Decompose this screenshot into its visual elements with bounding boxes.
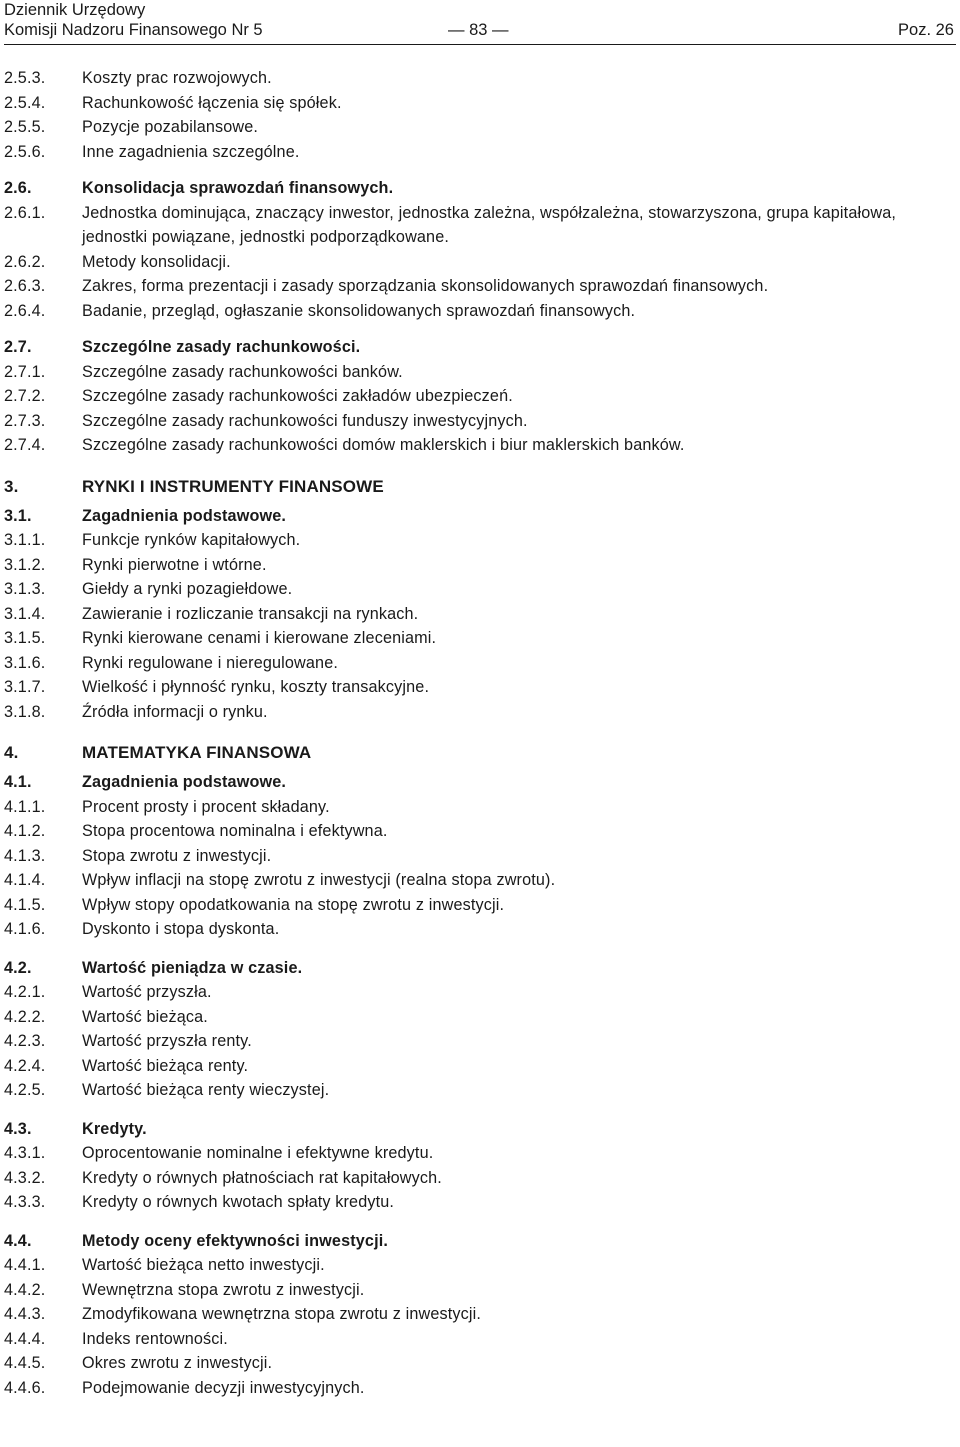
outline-item — [4, 700, 958, 725]
item-text: Wielkość i płynność rynku, koszty transakcyjne. — [82, 678, 430, 696]
outline-item — [4, 409, 958, 434]
section-title: Wartość pieniądza w czasie. — [82, 958, 303, 977]
position-number: Poz. 26 — [898, 21, 954, 39]
item-number: 4.4.4. — [4, 1329, 46, 1348]
section-title: Konsolidacja sprawozdań finansowych. — [82, 179, 394, 197]
item-number: 4.1.5. — [4, 895, 46, 914]
chapter-number: 3. — [4, 476, 19, 496]
section-number: 3.1. — [4, 506, 32, 525]
item-number: 3.1.7. — [4, 678, 46, 696]
outline-item — [4, 626, 958, 651]
outline-item — [4, 91, 958, 116]
section-heading — [4, 1229, 958, 1254]
item-text: Szczególne zasady rachunkowości banków. — [82, 362, 403, 381]
item-number: 2.7.2. — [4, 387, 46, 405]
outline-item — [4, 1376, 958, 1401]
outline-item — [4, 844, 958, 869]
item-number: 2.6.4. — [4, 301, 46, 320]
outline-item — [4, 868, 958, 893]
item-number: 4.1.4. — [4, 871, 46, 889]
item-text: Podejmowanie decyzji inwestycyjnych. — [82, 1378, 365, 1397]
outline-item — [4, 602, 958, 627]
item-number: 2.6.1. — [4, 203, 46, 222]
outline-item — [4, 819, 958, 844]
item-number: 2.7.4. — [4, 436, 46, 454]
outline-item — [4, 115, 958, 140]
outline-item — [4, 1190, 958, 1215]
item-text: Okres zwrotu z inwestycji. — [82, 1354, 273, 1372]
item-text: Dyskonto i stopa dyskonta. — [82, 920, 280, 938]
item-text: Stopa zwrotu z inwestycji. — [82, 846, 272, 865]
section-number: 4.4. — [4, 1231, 32, 1250]
item-number: 2.5.4. — [4, 93, 46, 112]
item-number: 2.6.2. — [4, 252, 46, 271]
item-text: Wartość przyszła. — [82, 983, 212, 1001]
item-text: Szczególne zasady rachunkowości domów maklerskich i biur maklerskich banków. — [82, 436, 685, 454]
outline-item — [4, 1005, 958, 1030]
item-text: Szczególne zasady rachunkowości zakładów ubezpieczeń. — [82, 387, 513, 405]
item-text: Kredyty o równych płatnościach rat kapitałowych. — [82, 1168, 442, 1187]
item-number: 3.1.3. — [4, 580, 46, 598]
outline-item — [4, 1029, 958, 1054]
chapter-heading — [4, 740, 958, 766]
outline-item — [4, 250, 958, 275]
item-number: 2.5.5. — [4, 118, 46, 136]
outline-item — [4, 1166, 958, 1191]
outline-item — [4, 980, 958, 1005]
item-number: 4.2.5. — [4, 1081, 46, 1099]
item-number: 3.1.4. — [4, 604, 46, 623]
item-number: 4.3.3. — [4, 1193, 46, 1211]
item-text: Rynki regulowane i nieregulowane. — [82, 653, 339, 672]
item-text: Oprocentowanie nominalne i efektywne kredytu. — [82, 1144, 434, 1162]
outline-item — [4, 795, 958, 820]
item-text: Metody konsolidacji. — [82, 252, 231, 271]
item-number: 2.6.3. — [4, 277, 46, 295]
section-number: 4.1. — [4, 773, 32, 791]
item-text: Źródła informacji o rynku. — [82, 702, 268, 721]
item-text: Wartość przyszła renty. — [82, 1032, 252, 1050]
outline-item — [4, 1253, 958, 1278]
item-number: 4.4.6. — [4, 1378, 46, 1397]
section-heading — [4, 956, 958, 981]
item-number: 4.2.1. — [4, 983, 46, 1001]
section-title: Metody oceny efektywności inwestycji. — [82, 1231, 389, 1250]
item-number: 2.5.3. — [4, 69, 46, 87]
item-text: Wartość bieżąca renty wieczystej. — [82, 1081, 330, 1099]
item-number: 3.1.8. — [4, 702, 46, 721]
publication-title — [4, 0, 263, 40]
section-number: 4.2. — [4, 958, 32, 977]
item-text: Pozycje pozabilansowe. — [82, 118, 259, 136]
outline-item — [4, 675, 958, 700]
section-number: 2.7. — [4, 338, 32, 356]
outline-item — [4, 433, 958, 458]
item-number: 4.2.3. — [4, 1032, 46, 1050]
outline-item — [4, 140, 958, 165]
outline-item — [4, 299, 958, 324]
outline-item — [4, 1278, 958, 1303]
publication-line-2: Komisji Nadzoru Finansowego Nr 5 — [4, 21, 263, 39]
item-text: Rynki kierowane cenami i kierowane zleceniami. — [82, 629, 437, 647]
page-number: — 83 — — [448, 21, 509, 39]
chapter-title: MATEMATYKA FINANSOWA — [82, 743, 312, 762]
outline-item — [4, 553, 958, 578]
item-text: Wartość bieżąca renty. — [82, 1056, 249, 1075]
item-text: Kredyty o równych kwotach spłaty kredytu. — [82, 1193, 395, 1211]
item-text: Indeks rentowności. — [82, 1329, 228, 1348]
item-text: Badanie, przegląd, ogłaszanie skonsolidowanych sprawozdań finansowych. — [82, 301, 636, 320]
section-heading — [4, 1117, 958, 1142]
item-number: 4.2.4. — [4, 1056, 46, 1075]
item-number: 3.1.5. — [4, 629, 46, 647]
item-text: Zakres, forma prezentacji i zasady sporządzania skonsolidowanych sprawozdań finansowych. — [82, 277, 769, 295]
outline-item — [4, 1078, 958, 1103]
section-title: Kredyty. — [82, 1119, 147, 1138]
outline-item — [4, 274, 958, 299]
item-text: Wewnętrzna stopa zwrotu z inwestycji. — [82, 1280, 365, 1299]
item-number: 4.4.2. — [4, 1280, 46, 1299]
outline-item — [4, 1327, 958, 1352]
item-number: 4.1.2. — [4, 822, 46, 840]
item-text: Funkcje rynków kapitałowych. — [82, 531, 301, 549]
section-heading — [4, 335, 958, 360]
outline-item — [4, 528, 958, 553]
outline-item — [4, 917, 958, 942]
outline-item — [4, 1302, 958, 1327]
item-number: 4.4.3. — [4, 1305, 46, 1323]
outline-item — [4, 360, 958, 385]
section-title: Szczególne zasady rachunkowości. — [82, 338, 361, 356]
item-number: 4.3.2. — [4, 1168, 46, 1187]
publication-line-1: Dziennik Urzędowy — [4, 1, 146, 19]
chapter-title: RYNKI I INSTRUMENTY FINANSOWE — [82, 476, 384, 496]
outline-item — [4, 651, 958, 676]
item-number: 4.1.3. — [4, 846, 46, 865]
item-number: 3.1.1. — [4, 531, 46, 549]
section-title: Zagadnienia podstawowe. — [82, 773, 287, 791]
outline-item — [4, 1351, 958, 1376]
item-number: 4.1.6. — [4, 920, 46, 938]
item-text: Procent prosty i procent składany. — [82, 797, 330, 816]
item-text: Koszty prac rozwojowych. — [82, 69, 272, 87]
item-text: Wartość bieżąca netto inwestycji. — [82, 1256, 325, 1274]
item-number: 4.4.1. — [4, 1256, 46, 1274]
item-text: Zawieranie i rozliczanie transakcji na rynkach. — [82, 604, 419, 623]
section-title: Zagadnienia podstawowe. — [82, 506, 287, 525]
item-text: Stopa procentowa nominalna i efektywna. — [82, 822, 388, 840]
item-number: 2.5.6. — [4, 142, 46, 161]
item-number: 3.1.2. — [4, 555, 46, 574]
item-number: 4.3.1. — [4, 1144, 46, 1162]
chapter-heading — [4, 474, 958, 500]
outline-item — [4, 384, 958, 409]
item-text: Szczególne zasady rachunkowości funduszy inwestycyjnych. — [82, 411, 528, 430]
outline-item — [4, 1054, 958, 1079]
outline-item — [4, 201, 958, 250]
section-number: 4.3. — [4, 1119, 32, 1138]
item-number: 2.7.1. — [4, 362, 46, 381]
item-number: 4.4.5. — [4, 1354, 46, 1372]
item-number: 4.1.1. — [4, 797, 46, 816]
item-text: Rynki pierwotne i wtórne. — [82, 555, 267, 574]
outline-item — [4, 1141, 958, 1166]
page-header — [4, 0, 956, 45]
outline-list — [4, 66, 958, 1400]
item-text: Jednostka dominująca, znaczący inwestor, jednostka zależna, współzależna, stowarzyszona, grupa kapitałowa, jednostki powiązane, jednostki podporządkowane. — [82, 203, 897, 246]
item-text: Inne zagadnienia szczególne. — [82, 142, 300, 161]
section-heading — [4, 176, 958, 201]
item-text: Zmodyfikowana wewnętrzna stopa zwrotu z inwestycji. — [82, 1305, 482, 1323]
section-number: 2.6. — [4, 179, 32, 197]
chapter-number: 4. — [4, 743, 19, 762]
outline-item — [4, 893, 958, 918]
section-heading — [4, 770, 958, 795]
item-text: Wpływ stopy opodatkowania na stopę zwrotu z inwestycji. — [82, 895, 505, 914]
section-heading — [4, 504, 958, 529]
item-text: Giełdy a rynki pozagiełdowe. — [82, 580, 293, 598]
outline-item — [4, 66, 958, 91]
item-number: 4.2.2. — [4, 1007, 46, 1026]
outline-item — [4, 577, 958, 602]
item-text: Rachunkowość łączenia się spółek. — [82, 93, 342, 112]
item-text: Wpływ inflacji na stopę zwrotu z inwestycji (realna stopa zwrotu). — [82, 871, 556, 889]
item-number: 3.1.6. — [4, 653, 46, 672]
item-text: Wartość bieżąca. — [82, 1007, 208, 1026]
item-number: 2.7.3. — [4, 411, 46, 430]
